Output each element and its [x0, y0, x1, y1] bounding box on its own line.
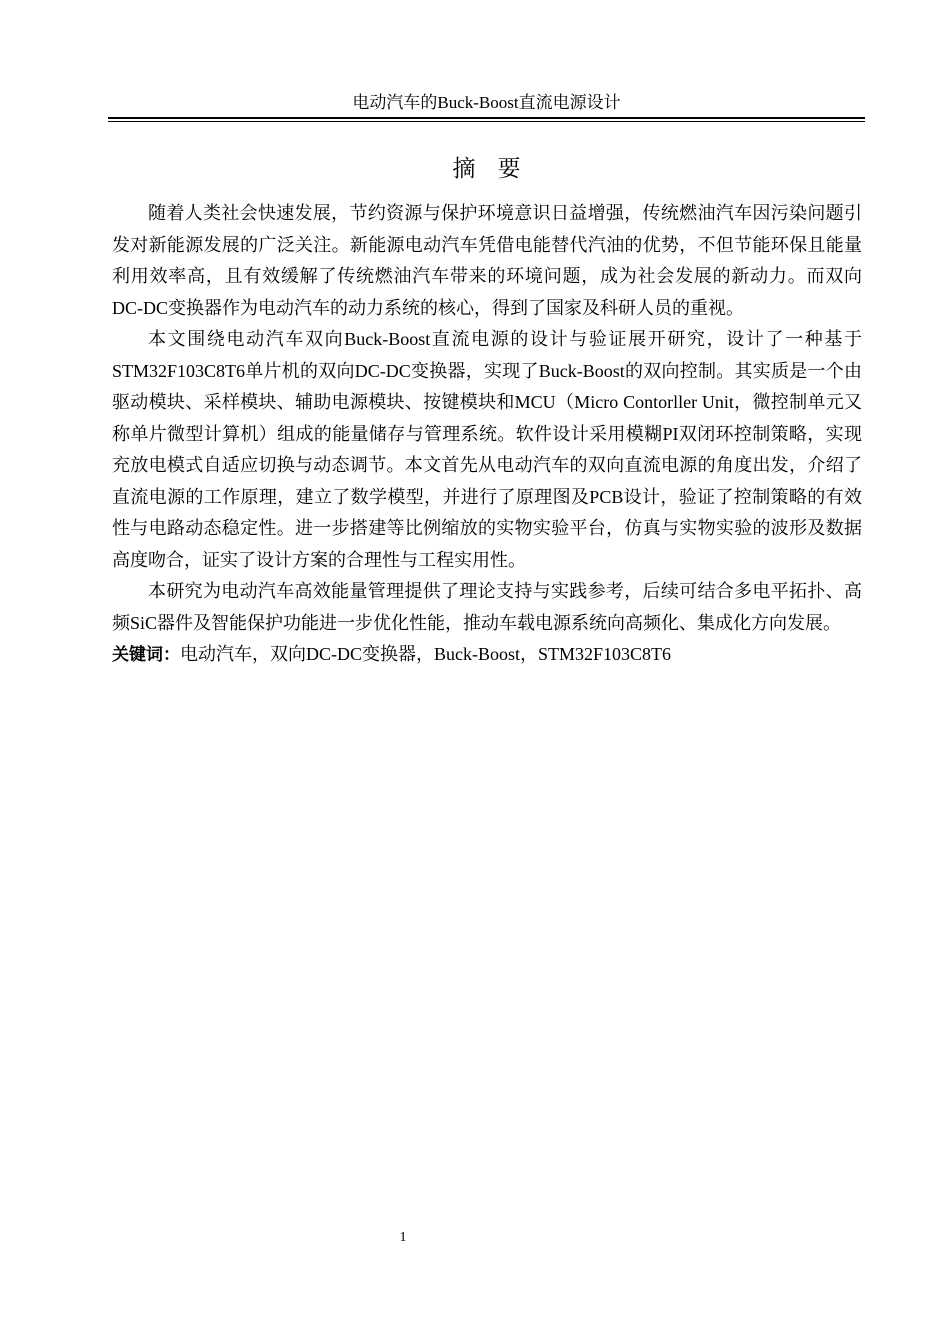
abstract-paragraph-2: 本文围绕电动汽车双向Buck-Boost直流电源的设计与验证展开研究，设计了一种基于STM32F103C8T6单片机的双向DC-DC变换器，实现了Buck-Boost的双向控制。其实质是一个由驱动模块、采样模块、辅助电源模块、按键模块和MCU（Micro Contorller Unit，微控制单元又称单片微型计算机）组成的能量储存与管理系统。软件设计采用模糊PI双闭环控制策略，实现充放电模式自适应切换与动态调节。本文首先从电动汽车的双向直流电源的角度出发，介绍了直流电源的工作原理，建立了数学模型，并进行了原理图及PCB设计，验证了控制策略的有效性与电路动态稳定性。进一步搭建等比例缩放的实物实验平台，仿真与实物实验的波形及数据高度吻合，证实了设计方案的合理性与工程实用性。 — [112, 329, 862, 570]
keywords-line — [112, 639, 862, 672]
running-header: 电动汽车的Buck-Boost直流电源设计 — [352, 93, 621, 112]
keywords-list: 电动汽车，双向DC-DC变换器，Buck-Boost，STM32F103C8T6 — [180, 644, 672, 664]
keywords-label: 关键词： — [112, 645, 180, 665]
abstract-body — [112, 198, 862, 672]
header-rule-thin — [108, 121, 865, 122]
page-number: 1 — [399, 1230, 407, 1245]
header-rule — [108, 117, 865, 122]
abstract-title: 摘要 — [452, 156, 543, 182]
abstract-paragraph-3: 本研究为电动汽车高效能量管理提供了理论支持与实践参考，后续可结合多电平拓扑、高频SiC器件及智能保护功能进一步优化性能，推动车载电源系统向高频化、集成化方向发展。 — [112, 581, 862, 633]
header-rule-thick — [108, 117, 865, 119]
abstract-paragraph-1: 随着人类社会快速发展，节约资源与保护环境意识日益增强，传统燃油汽车因污染问题引发对新能源发展的广泛关注。新能源电动汽车凭借电能替代汽油的优势，不但节能环保且能量利用效率高，且有效缓解了传统燃油汽车带来的环境问题，成为社会发展的新动力。而双向DC-DC变换器作为电动汽车的动力系统的核心，得到了国家及科研人员的重视。 — [112, 203, 862, 318]
